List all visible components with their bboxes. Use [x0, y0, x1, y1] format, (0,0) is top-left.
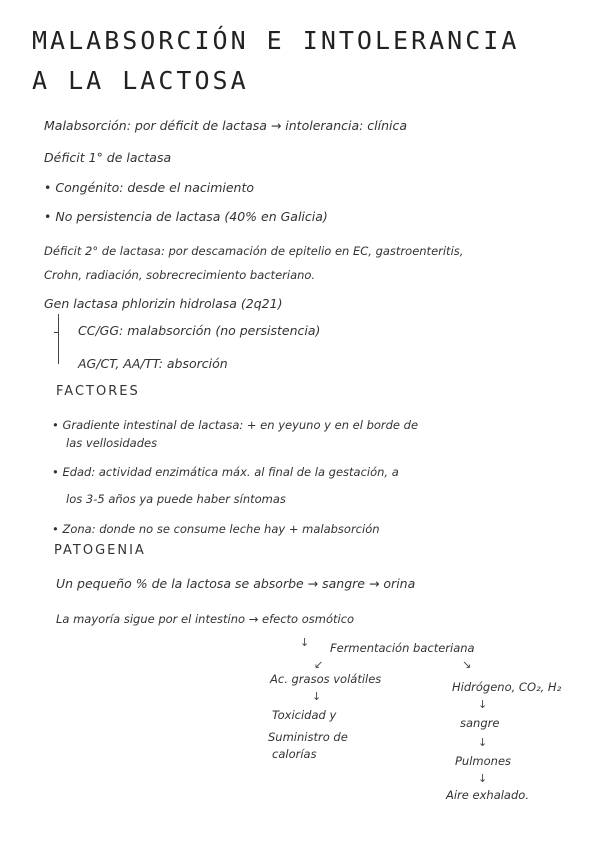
arrow-to-gases: ↘ [462, 658, 472, 671]
arrow-to-lungs: ↓ [478, 736, 488, 749]
secondary-deficit-line-1: Déficit 2° de lactasa: por descamación de epitelio en EC, gastroenteritis, [44, 244, 464, 258]
fermentation-label: Fermentación bacteriana [330, 641, 475, 655]
age-line-2: los 3-5 años ya puede haber síntomas [66, 492, 286, 506]
toxicity-line-3: calorías [272, 747, 317, 761]
zone-line: • Zona: donde no se consume leche hay + malabsorción [52, 522, 380, 536]
arrow-to-toxicity: ↓ [312, 690, 322, 703]
gradient-line-1: • Gradiente intestinal de lactasa: + en yeyuno y en el borde de [52, 418, 419, 432]
gene-ag-line: AG/CT, AA/TT: absorción [78, 356, 228, 371]
gene-brace [58, 314, 67, 364]
arrow-to-exhaled-air: ↓ [478, 772, 488, 785]
arrow-to-fermentation: ↓ [300, 636, 310, 649]
toxicity-line-2: Suministro de [268, 730, 348, 744]
secondary-deficit-line-2: Crohn, radiación, sobrecrecimiento bacteriano. [44, 268, 316, 282]
gases-label: Hidrógeno, CO₂, H₂ [452, 680, 562, 694]
fatty-acids-label: Ac. grasos volátiles [270, 672, 382, 686]
blood-label: sangre [460, 716, 500, 730]
definition-line: Malabsorción: por déficit de lactasa → intolerancia: clínica [44, 118, 408, 133]
title-line-2: A LA LACTOSA [32, 66, 249, 95]
primary-deficit: Déficit 1° de lactasa [44, 150, 172, 165]
toxicity-line-1: Toxicidad y [272, 708, 337, 722]
exhaled-air-label: Aire exhalado. [446, 788, 529, 802]
pathogenesis-line-1: Un pequeño % de la lactosa se absorbe → sangre → orina [56, 576, 416, 591]
arrow-to-fatty-acids: ↙ [314, 658, 324, 671]
title-line-1: MALABSORCIÓN E INTOLERANCIA [32, 26, 520, 55]
arrow-to-blood: ↓ [478, 698, 488, 711]
age-line-1: • Edad: actividad enzimática máx. al final de la gestación, a [52, 465, 399, 479]
pathogenesis-line-2: La mayoría sigue por el intestino → efecto osmótico [56, 612, 355, 626]
patogenia-heading: PATOGENIA [54, 543, 146, 558]
factores-heading: FACTORES [56, 384, 140, 399]
gene-cc-line: CC/GG: malabsorción (no persistencia) [78, 323, 321, 338]
gene-line: Gen lactasa phlorizin hidrolasa (2q21) [44, 296, 283, 311]
congenital-item: • Congénito: desde el nacimiento [44, 180, 255, 195]
no-persistence-item: • No persistencia de lactasa (40% en Galicia) [44, 209, 328, 224]
lungs-label: Pulmones [455, 754, 512, 768]
gradient-line-2: las vellosidades [66, 436, 158, 450]
